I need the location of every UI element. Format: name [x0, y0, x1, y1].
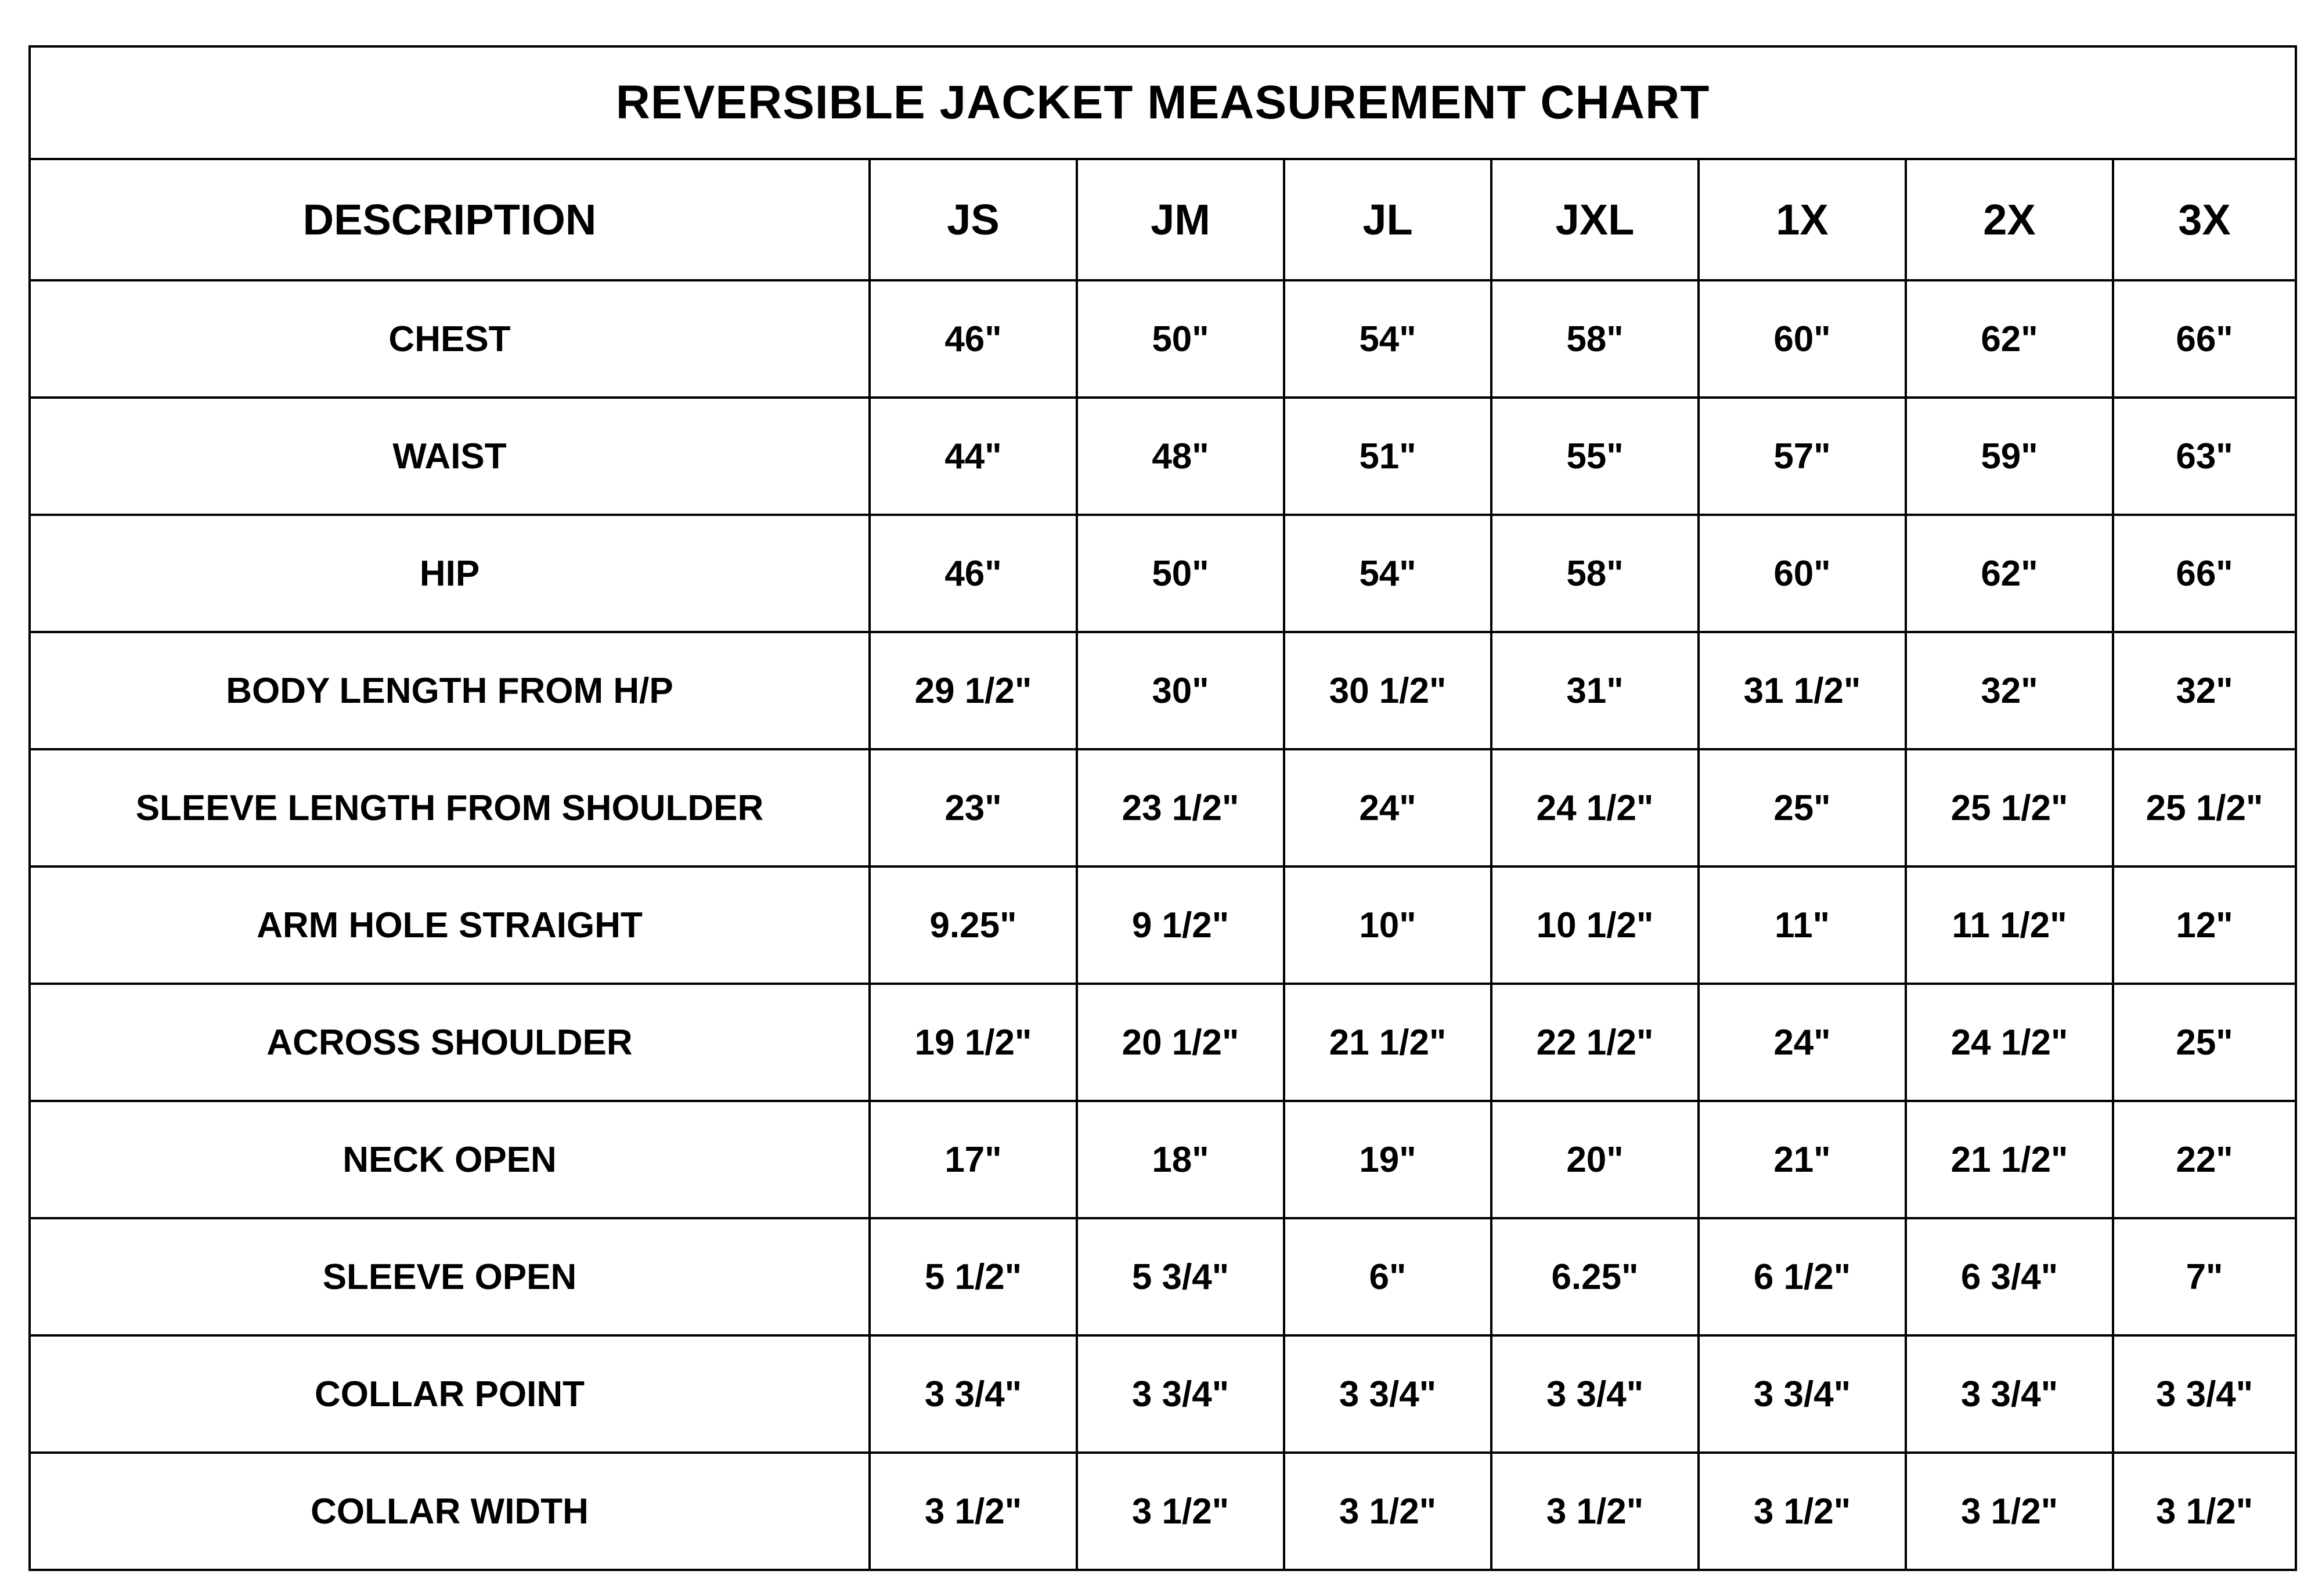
measurement-cell: 58"	[1491, 280, 1699, 398]
column-header-size: JL	[1284, 159, 1491, 280]
measurement-cell: 57"	[1699, 398, 1906, 515]
measurement-cell: 31 1/2"	[1699, 632, 1906, 749]
table-row	[30, 280, 2296, 398]
measurement-cell: 7"	[2113, 1218, 2296, 1335]
measurement-cell: 51"	[1284, 398, 1491, 515]
measurement-cell: 24 1/2"	[1491, 749, 1699, 866]
measurement-cell: 50"	[1077, 280, 1284, 398]
column-header-size: JS	[870, 159, 1077, 280]
measurement-cell: 17"	[870, 1101, 1077, 1218]
measurement-cell: 22"	[2113, 1101, 2296, 1218]
row-label: ACROSS SHOULDER	[30, 984, 870, 1101]
measurement-cell: 3 1/2"	[2113, 1453, 2296, 1570]
column-header-size: 1X	[1699, 159, 1906, 280]
measurement-cell: 32"	[1906, 632, 2113, 749]
measurement-cell: 46"	[870, 280, 1077, 398]
measurement-cell: 55"	[1491, 398, 1699, 515]
measurement-cell: 11"	[1699, 866, 1906, 984]
measurement-cell: 60"	[1699, 515, 1906, 632]
column-header-size: 2X	[1906, 159, 2113, 280]
measurement-cell: 30 1/2"	[1284, 632, 1491, 749]
measurement-cell: 21"	[1699, 1101, 1906, 1218]
measurement-cell: 9.25"	[870, 866, 1077, 984]
measurement-cell: 3 3/4"	[2113, 1335, 2296, 1453]
measurement-cell: 3 3/4"	[1077, 1335, 1284, 1453]
measurement-cell: 25 1/2"	[2113, 749, 2296, 866]
measurement-cell: 6.25"	[1491, 1218, 1699, 1335]
measurement-cell: 62"	[1906, 280, 2113, 398]
table-row	[30, 1101, 2296, 1218]
measurement-cell: 3 3/4"	[1491, 1335, 1699, 1453]
measurement-cell: 63"	[2113, 398, 2296, 515]
measurement-cell: 24"	[1284, 749, 1491, 866]
column-header-size: 3X	[2113, 159, 2296, 280]
measurement-cell: 30"	[1077, 632, 1284, 749]
table-row	[30, 984, 2296, 1101]
row-label: CHEST	[30, 280, 870, 398]
measurement-cell: 21 1/2"	[1284, 984, 1491, 1101]
measurement-table	[28, 45, 2297, 1571]
measurement-cell: 18"	[1077, 1101, 1284, 1218]
measurement-cell: 3 3/4"	[1906, 1335, 2113, 1453]
row-label: COLLAR WIDTH	[30, 1453, 870, 1570]
row-label: COLLAR POINT	[30, 1335, 870, 1453]
measurement-cell: 25"	[1699, 749, 1906, 866]
measurement-cell: 3 1/2"	[870, 1453, 1077, 1570]
measurement-cell: 29 1/2"	[870, 632, 1077, 749]
measurement-cell: 3 1/2"	[1077, 1453, 1284, 1570]
column-header-size: JM	[1077, 159, 1284, 280]
measurement-cell: 21 1/2"	[1906, 1101, 2113, 1218]
measurement-cell: 3 3/4"	[870, 1335, 1077, 1453]
measurement-cell: 5 3/4"	[1077, 1218, 1284, 1335]
row-label: ARM HOLE STRAIGHT	[30, 866, 870, 984]
measurement-cell: 50"	[1077, 515, 1284, 632]
measurement-cell: 6"	[1284, 1218, 1491, 1335]
page-title: REVERSIBLE JACKET MEASUREMENT CHART	[30, 46, 2296, 159]
row-label: WAIST	[30, 398, 870, 515]
measurement-cell: 20 1/2"	[1077, 984, 1284, 1101]
table-row	[30, 866, 2296, 984]
measurement-cell: 25 1/2"	[1906, 749, 2113, 866]
measurement-cell: 44"	[870, 398, 1077, 515]
title-row	[30, 46, 2296, 159]
table-row	[30, 632, 2296, 749]
row-label: HIP	[30, 515, 870, 632]
column-header-size: JXL	[1491, 159, 1699, 280]
measurement-cell: 25"	[2113, 984, 2296, 1101]
measurement-cell: 9 1/2"	[1077, 866, 1284, 984]
measurement-cell: 12"	[2113, 866, 2296, 984]
measurement-cell: 59"	[1906, 398, 2113, 515]
measurement-cell: 19"	[1284, 1101, 1491, 1218]
measurement-cell: 54"	[1284, 515, 1491, 632]
measurement-cell: 23 1/2"	[1077, 749, 1284, 866]
measurement-cell: 22 1/2"	[1491, 984, 1699, 1101]
table-row	[30, 1335, 2296, 1453]
measurement-cell: 20"	[1491, 1101, 1699, 1218]
table-row	[30, 1453, 2296, 1570]
measurement-cell: 66"	[2113, 280, 2296, 398]
measurement-cell: 3 3/4"	[1284, 1335, 1491, 1453]
row-label: NECK OPEN	[30, 1101, 870, 1218]
measurement-cell: 10"	[1284, 866, 1491, 984]
measurement-cell: 6 1/2"	[1699, 1218, 1906, 1335]
measurement-cell: 60"	[1699, 280, 1906, 398]
measurement-cell: 3 1/2"	[1284, 1453, 1491, 1570]
measurement-cell: 5 1/2"	[870, 1218, 1077, 1335]
measurement-cell: 24"	[1699, 984, 1906, 1101]
measurement-cell: 54"	[1284, 280, 1491, 398]
measurement-cell: 19 1/2"	[870, 984, 1077, 1101]
measurement-cell: 23"	[870, 749, 1077, 866]
measurement-cell: 32"	[2113, 632, 2296, 749]
table-row	[30, 398, 2296, 515]
row-label: BODY LENGTH FROM H/P	[30, 632, 870, 749]
measurement-cell: 31"	[1491, 632, 1699, 749]
size-header-row	[30, 159, 2296, 280]
measurement-cell: 10 1/2"	[1491, 866, 1699, 984]
measurement-cell: 58"	[1491, 515, 1699, 632]
measurement-cell: 3 3/4"	[1699, 1335, 1906, 1453]
measurement-cell: 66"	[2113, 515, 2296, 632]
measurement-cell: 46"	[870, 515, 1077, 632]
measurement-cell: 6 3/4"	[1906, 1218, 2113, 1335]
measurement-cell: 3 1/2"	[1699, 1453, 1906, 1570]
row-label: SLEEVE LENGTH FROM SHOULDER	[30, 749, 870, 866]
row-label: SLEEVE OPEN	[30, 1218, 870, 1335]
measurement-cell: 3 1/2"	[1906, 1453, 2113, 1570]
measurement-cell: 24 1/2"	[1906, 984, 2113, 1101]
table-row	[30, 515, 2296, 632]
measurement-cell: 11 1/2"	[1906, 866, 2113, 984]
table-row	[30, 749, 2296, 866]
measurement-cell: 48"	[1077, 398, 1284, 515]
measurement-cell: 62"	[1906, 515, 2113, 632]
table-row	[30, 1218, 2296, 1335]
column-header-description: DESCRIPTION	[30, 159, 870, 280]
measurement-cell: 3 1/2"	[1491, 1453, 1699, 1570]
